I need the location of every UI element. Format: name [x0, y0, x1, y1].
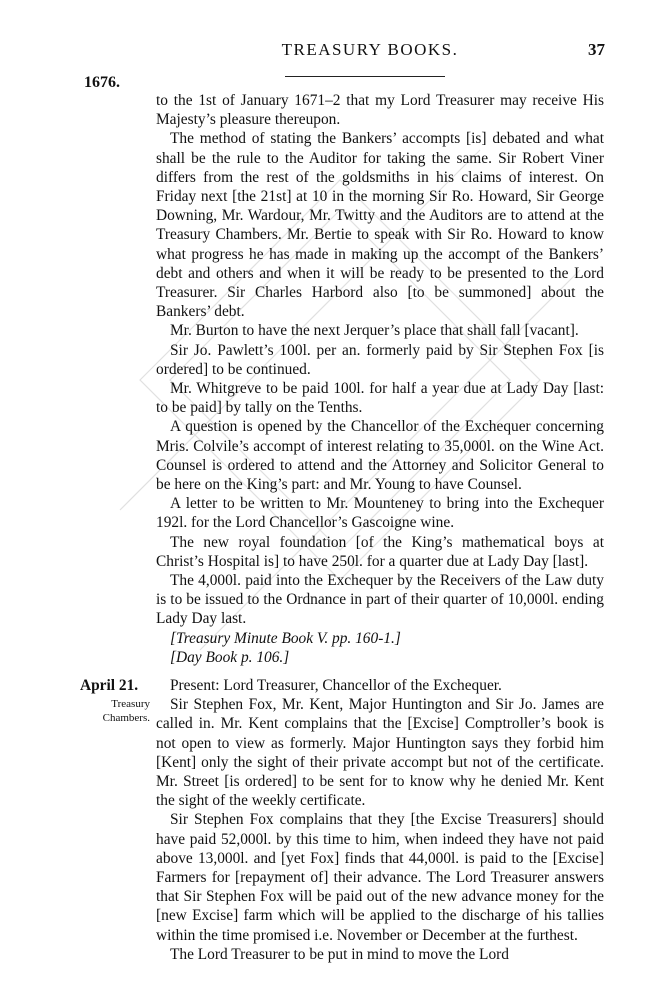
- entry-date: April 21.: [80, 677, 139, 694]
- paragraph: to the 1st of January 1671–2 that my Lord Treasurer may receive His Majesty’s pleasure thereupon.: [156, 92, 604, 129]
- entry-block-2: [156, 676, 604, 964]
- paragraph: Mr. Whitgreve to be paid 100l. for half a year due at Lady Day [last: to be paid] by tally on the Tenths.: [156, 380, 604, 417]
- citation-minute-book: [Treasury Minute Book V. pp. 160-1.]: [170, 629, 401, 647]
- page-number: 37: [588, 40, 605, 59]
- paragraph-present: Present: Lord Treasurer, Chancellor of the Exchequer.: [170, 677, 502, 694]
- paragraph: Sir Stephen Fox complains that they [the Excise Treasurers] should have paid 52,000l. by this time to him, when indeed they have not paid above 13,000l. and [yet Fox] finds that 44,000l. is paid to the [Excise] Farmers for [repayment of] their advance. The Lord Treasurer answers that Sir Stephen Fox will be paid out of the new advance money for the [new Excise] farm which will be applied to the discharge of his tallies within the time promised i.e. November or December at the furthest.: [156, 811, 604, 944]
- entry-block-1: [156, 91, 604, 667]
- paragraph: The new royal foundation [of the King’s mathematical boys at Christ’s Hospital is] to have 250l. for a quarter due at Lady Day [last].: [156, 533, 604, 570]
- paragraph: A letter to be written to Mr. Mounteney to bring into the Exchequer 192l. for the Lord Chancellor’s Gascoigne wine.: [156, 495, 604, 532]
- margin-year: 1676.: [84, 74, 120, 91]
- paragraph: Sir Stephen Fox, Mr. Kent, Major Huntington and Sir Jo. James are called in. Mr. Kent complains that the [Excise] Comptroller’s book is not open to view as formerly. Major Huntington says they forbid him [Kent] only the sight of their private accompt but not of the certificate. Mr. Street [is ordered] to be sent for to know why he denied Mr. Kent the sight of the weekly certificate.: [156, 696, 604, 810]
- paragraph: The 4,000l. paid into the Exchequer by the Receivers of the Law duty is to be issued to the Ordnance in part of their quarter of 10,000l. ending Lady Day last.: [156, 572, 604, 628]
- paragraph: The Lord Treasurer to be put in mind to move the Lord: [170, 945, 509, 963]
- running-header-title: TREASURY BOOKS.: [281, 40, 459, 59]
- paragraph: Mr. Burton to have the next Jerquer’s place that shall fall [vacant].: [170, 322, 579, 340]
- citation-day-book: [Day Book p. 106.]: [170, 648, 290, 666]
- entry-place: Treasury Chambers.: [102, 698, 150, 724]
- paragraph: A question is opened by the Chancellor of the Exchequer concerning Mris. Colvile’s accompt of interest relating to 35,000l. on the Wine Act. Counsel is ordered to attend and the Attorney and Solicitor General to be here on the King’s part: and Mr. Young to have Counsel.: [156, 418, 604, 494]
- header-rule: [285, 76, 445, 77]
- paragraph: The method of stating the Bankers’ accompts [is] debated and what shall be the rule to the Auditor for taking the same. Sir Robert Viner differs from the rest of the goldsmiths in his claims of interest. On Friday next [the 21st] at 10 in the morning Sir Ro. Howard, Sir George Downing, Mr. Wardour, Mr. Twitty and the Auditors are to attend at the Treasury Chambers. Mr. Bertie to speak with Sir Ro. Howard to know what progress he has made in making up the accompt of the Bankers’ debt and others and when it will be ready to be presented to the Lord Treasurer. Sir Charles Harbord also [to be summoned] about the Bankers’ debt.: [156, 130, 604, 321]
- paragraph: Sir Jo. Pawlett’s 100l. per an. formerly paid by Sir Stephen Fox [is ordered] to be continued.: [156, 341, 604, 378]
